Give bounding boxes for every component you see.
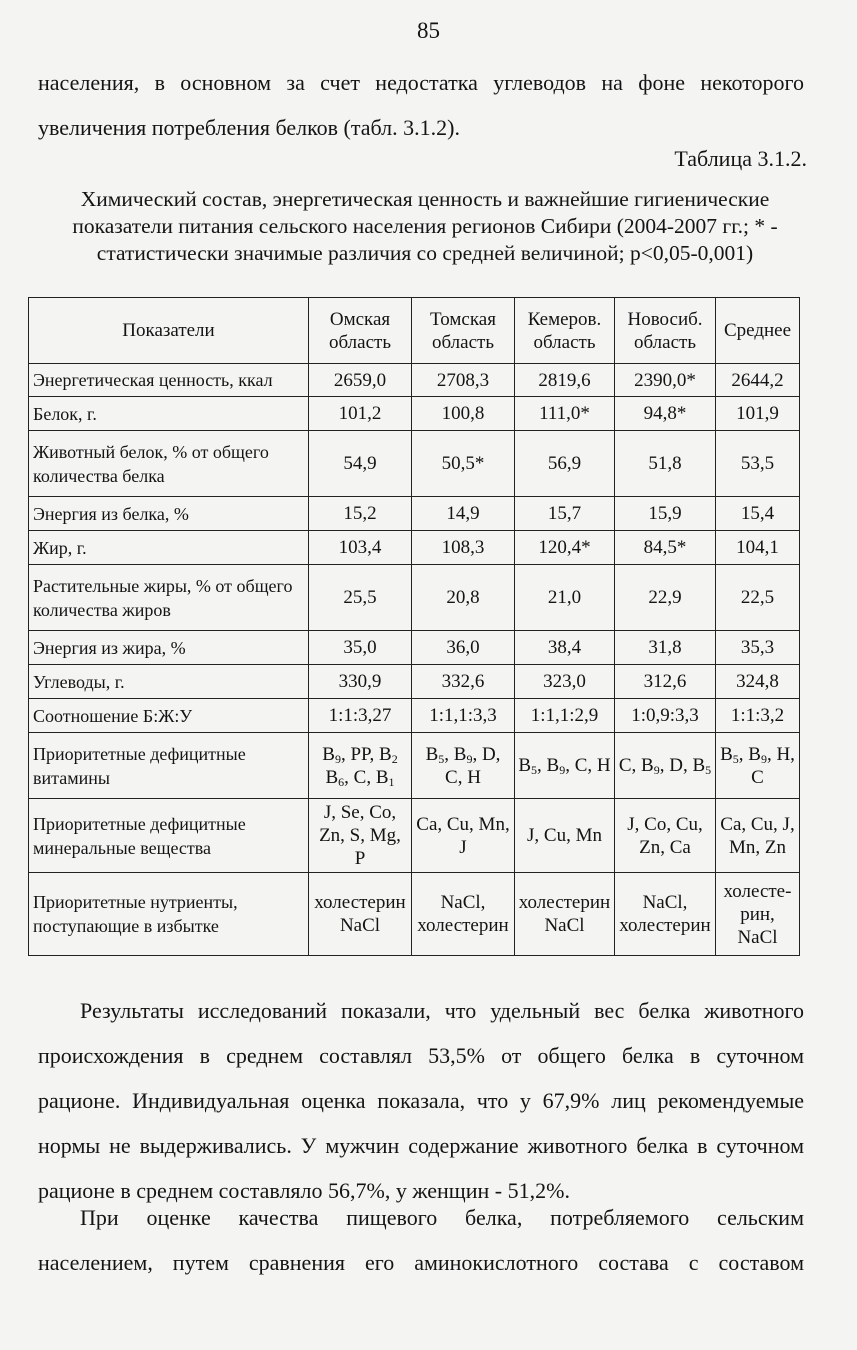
value-cell: 15,9 bbox=[615, 497, 716, 531]
row-label-cell: Энергетическая ценность, ккал bbox=[29, 364, 309, 397]
closing-paragraph bbox=[38, 1195, 804, 1285]
table-row bbox=[29, 699, 800, 733]
value-cell: 1:1:3,2 bbox=[716, 699, 800, 733]
header-cell: Кемеров. область bbox=[515, 298, 615, 364]
value-cell: 108,3 bbox=[412, 531, 515, 565]
value-cell: $B_5$, $B_9$, H, C bbox=[716, 733, 800, 799]
value-cell: 31,8 bbox=[615, 631, 716, 665]
value-cell: NaCl, холестерин bbox=[615, 873, 716, 956]
value-cell: 15,4 bbox=[716, 497, 800, 531]
value-cell: 2659,0 bbox=[309, 364, 412, 397]
row-label-cell: Белок, г. bbox=[29, 397, 309, 431]
value-cell: 120,4* bbox=[515, 531, 615, 565]
value-cell: 21,0 bbox=[515, 565, 615, 631]
header-cell: Томская область bbox=[412, 298, 515, 364]
text-line: населения, в основном за счет недостатка углеводов на фоне некоторого bbox=[38, 70, 804, 95]
header-cell: Показатели bbox=[29, 298, 309, 364]
value-cell: 101,9 bbox=[716, 397, 800, 431]
text-line: При оценке качества пищевого белка, потребляемого сельским bbox=[80, 1205, 804, 1230]
caption-line: показатели питания сельского населения регионов Сибири (2004-2007 гг.; * - bbox=[72, 214, 778, 238]
text-line: происхождения в среднем составлял 53,5% от общего белка в суточном bbox=[38, 1043, 804, 1068]
table-row bbox=[29, 397, 800, 431]
value-cell: 330,9 bbox=[309, 665, 412, 699]
text-line: рационе. Индивидуальная оценка показала, что у 67,9% лиц рекомендуемые bbox=[38, 1088, 804, 1113]
value-cell: 2644,2 bbox=[716, 364, 800, 397]
value-cell: $B_9$, PP, $B_2$ $B_6$, C, $B_1$ bbox=[309, 733, 412, 799]
value-cell: $B_5$, $B_9$, D, C, H bbox=[412, 733, 515, 799]
value-cell: 51,8 bbox=[615, 431, 716, 497]
table-row bbox=[29, 733, 800, 799]
value-cell: 332,6 bbox=[412, 665, 515, 699]
value-cell: 54,9 bbox=[309, 431, 412, 497]
header-cell: Среднее bbox=[716, 298, 800, 364]
text-line: рационе в среднем составляло 56,7%, у женщин - 51,2%. bbox=[38, 1178, 570, 1203]
value-cell: 1:1:3,27 bbox=[309, 699, 412, 733]
results-paragraph bbox=[38, 988, 804, 1213]
value-cell: 14,9 bbox=[412, 497, 515, 531]
value-cell: 323,0 bbox=[515, 665, 615, 699]
value-cell: J, Cu, Mn bbox=[515, 799, 615, 873]
table-row bbox=[29, 431, 800, 497]
row-label-cell: Энергия из жира, % bbox=[29, 631, 309, 665]
value-cell: холестерин NaCl bbox=[309, 873, 412, 956]
table-row bbox=[29, 565, 800, 631]
value-cell: 94,8* bbox=[615, 397, 716, 431]
table-header-row bbox=[29, 298, 800, 364]
value-cell: 312,6 bbox=[615, 665, 716, 699]
value-cell: 101,2 bbox=[309, 397, 412, 431]
value-cell: C, $B_9$, D, $B_5$ bbox=[615, 733, 716, 799]
value-cell: 35,0 bbox=[309, 631, 412, 665]
table-number: Таблица 3.1.2. bbox=[674, 146, 807, 171]
table-row bbox=[29, 497, 800, 531]
table-caption bbox=[30, 186, 820, 267]
text-line: увеличения потребления белков (табл. 3.1.2). bbox=[38, 115, 460, 140]
value-cell: 25,5 bbox=[309, 565, 412, 631]
value-cell: J, Co, Cu, Zn, Ca bbox=[615, 799, 716, 873]
value-cell: холестерин NaCl bbox=[515, 873, 615, 956]
row-label-cell: Приоритетные дефицитные минеральные вещества bbox=[29, 799, 309, 873]
value-cell: NaCl, холестерин bbox=[412, 873, 515, 956]
value-cell: 100,8 bbox=[412, 397, 515, 431]
value-cell: 15,2 bbox=[309, 497, 412, 531]
header-cell: Новосиб. область bbox=[615, 298, 716, 364]
value-cell: 50,5* bbox=[412, 431, 515, 497]
intro-paragraph bbox=[38, 60, 804, 150]
value-cell: 53,5 bbox=[716, 431, 800, 497]
text-line: нормы не выдерживались. У мужчин содержание животного белка в суточном bbox=[38, 1133, 804, 1158]
table-row bbox=[29, 665, 800, 699]
nutrition-table bbox=[28, 297, 800, 956]
value-cell: 104,1 bbox=[716, 531, 800, 565]
value-cell: 36,0 bbox=[412, 631, 515, 665]
row-label-cell: Соотношение Б:Ж:У bbox=[29, 699, 309, 733]
table-row bbox=[29, 364, 800, 397]
value-cell: 2390,0* bbox=[615, 364, 716, 397]
row-label-cell: Углеводы, г. bbox=[29, 665, 309, 699]
value-cell: 103,4 bbox=[309, 531, 412, 565]
text-line: Результаты исследований показали, что удельный вес белка животного bbox=[80, 998, 804, 1023]
value-cell: 2819,6 bbox=[515, 364, 615, 397]
header-cell: Омская область bbox=[309, 298, 412, 364]
value-cell: $B_5$, $B_9$, C, H bbox=[515, 733, 615, 799]
value-cell: 22,9 bbox=[615, 565, 716, 631]
value-cell: Ca, Cu, J, Mn, Zn bbox=[716, 799, 800, 873]
row-label-cell: Приоритетные нутриенты, поступающие в избытке bbox=[29, 873, 309, 956]
table-row bbox=[29, 631, 800, 665]
value-cell: 20,8 bbox=[412, 565, 515, 631]
caption-line: Химический состав, энергетическая ценность и важнейшие гигиенические bbox=[80, 187, 770, 211]
value-cell: 38,4 bbox=[515, 631, 615, 665]
value-cell: 2708,3 bbox=[412, 364, 515, 397]
value-cell: 56,9 bbox=[515, 431, 615, 497]
page-number: 85 bbox=[417, 18, 440, 43]
value-cell: 324,8 bbox=[716, 665, 800, 699]
value-cell: 1:0,9:3,3 bbox=[615, 699, 716, 733]
value-cell: 1:1,1:2,9 bbox=[515, 699, 615, 733]
value-cell: 111,0* bbox=[515, 397, 615, 431]
row-label-cell: Жир, г. bbox=[29, 531, 309, 565]
value-cell: J, Se, Co, Zn, S, Mg, P bbox=[309, 799, 412, 873]
table-row bbox=[29, 531, 800, 565]
value-cell: 15,7 bbox=[515, 497, 615, 531]
value-cell: 35,3 bbox=[716, 631, 800, 665]
table-row bbox=[29, 799, 800, 873]
value-cell: 22,5 bbox=[716, 565, 800, 631]
value-cell: 1:1,1:3,3 bbox=[412, 699, 515, 733]
row-label-cell: Растительные жиры, % от общего количества жиров bbox=[29, 565, 309, 631]
caption-line: статистически значимые различия со средней величиной; p<0,05-0,001) bbox=[96, 241, 754, 265]
value-cell: Ca, Cu, Mn, J bbox=[412, 799, 515, 873]
value-cell: холесте-рин, NaCl bbox=[716, 873, 800, 956]
text-line: населением, путем сравнения его аминокислотного состава с составом bbox=[38, 1250, 804, 1275]
table-row bbox=[29, 873, 800, 956]
value-cell: 84,5* bbox=[615, 531, 716, 565]
row-label-cell: Энергия из белка, % bbox=[29, 497, 309, 531]
row-label-cell: Животный белок, % от общего количества белка bbox=[29, 431, 309, 497]
row-label-cell: Приоритетные дефицитные витамины bbox=[29, 733, 309, 799]
